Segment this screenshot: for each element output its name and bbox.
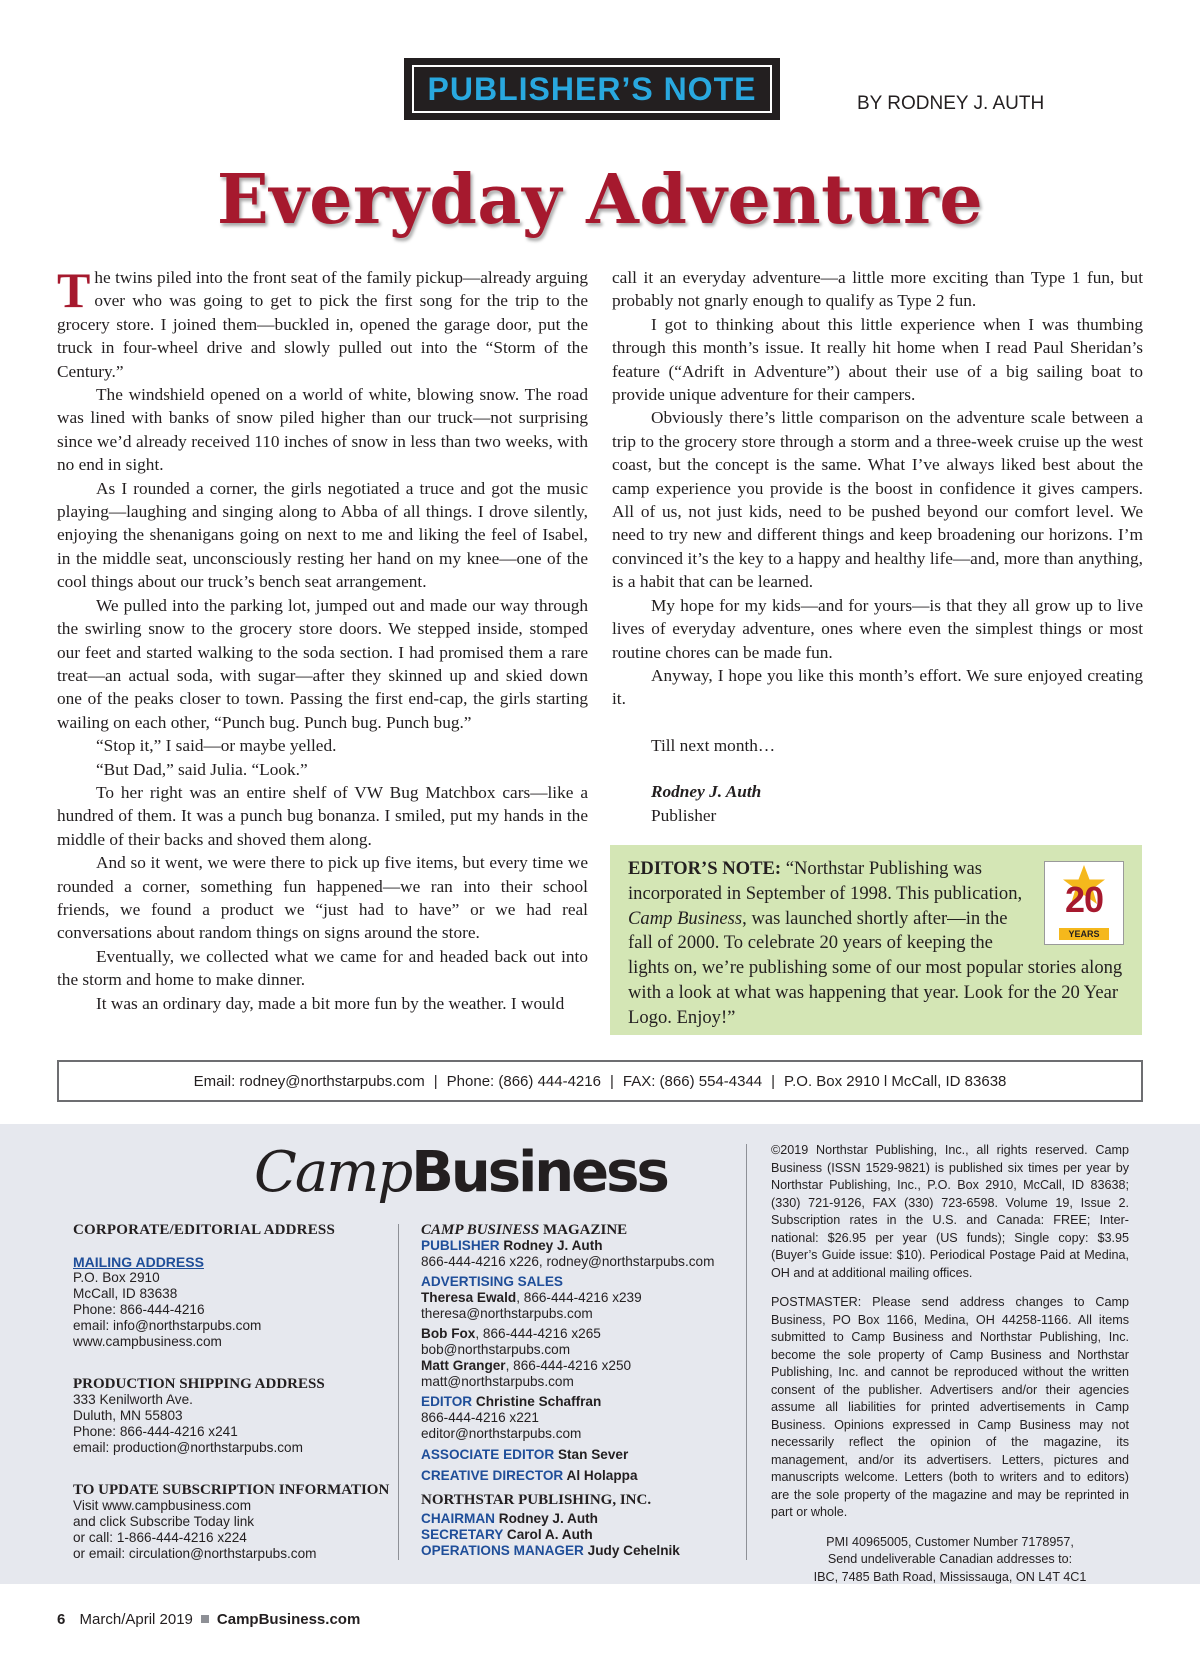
subscription-block: TO UPDATE SUBSCRIPTION INFORMATION Visit www.campbusiness.com and click Subscribe Today link or call: 1-866-444-4216 x224 or email: circulation@northstarpubs.com bbox=[73, 1482, 393, 1562]
production-email[interactable]: email: production@northstarpubs.com bbox=[73, 1440, 303, 1455]
contact-address: P.O. Box 2910 l McCall, ID 83638 bbox=[784, 1072, 1007, 1090]
page-footer bbox=[57, 1611, 360, 1628]
masthead-address-column bbox=[73, 1222, 393, 1582]
badge-number: 20 bbox=[1064, 879, 1104, 920]
article-paragraph: Eventually, we collected what we came for and headed back out into the storm and home to make dinner. bbox=[57, 946, 588, 990]
article-paragraph: My hope for my kids—and for yours—is that they all grow up to live lives of everyday adventure, ones where even the simplest things or most routine chores can be made fun. bbox=[612, 595, 1143, 662]
footer-website[interactable]: CampBusiness.com bbox=[216, 1611, 361, 1628]
issue-date: March/April 2019 bbox=[79, 1611, 193, 1628]
mailing-email[interactable]: email: info@northstarpubs.com bbox=[73, 1318, 262, 1333]
copyright-notice: ©2019 Northstar Publishing, Inc., all rights reserved. Camp Business (ISSN 1529-9821) is published six times per year by Northstar Publishing, Inc., P.O. Box 2910, McCall, ID 83638; (330) 721-9126, FAX (330) 723-6598. Volume 19, Issue 2. Subscription rates in the U.S. and Canada: FREE; Inter-national: $26.95 per year (US funds); Single copy: $3.95 (Buyer’s Guide issue: $10). Periodical Postage Paid at Medina, OH and at additional mailing offices. bbox=[771, 1143, 1129, 1280]
article-paragraph: It was an ordinary day, made a bit more fun by the weather. I would bbox=[96, 993, 565, 1013]
contact-phone: Phone: (866) 444-4216 bbox=[446, 1072, 601, 1090]
article-paragraph: And so it went, we were there to pick up five items, but every time we rounded a corner, something fun happened—we ran into their school friends, we found a product we “just had to have” or we had real conversations about random things on signs around the store. bbox=[57, 853, 588, 943]
editors-note-label: EDITOR’S NOTE: bbox=[628, 858, 782, 879]
pmi-notice: PMI 40965005, Customer Number 7178957, Send undeliverable Canadian addresses to: IBC, 7485 Bath Road, Mississauga, ON L4T 4C1 bbox=[813, 1534, 1087, 1584]
editors-note-box bbox=[610, 845, 1142, 1035]
section-label: PUBLISHER’S NOTE bbox=[427, 70, 757, 107]
article-paragraph: Obviously there’s little comparison on the adventure scale between a trip to the grocery store through a storm and a three-week cruise up the west coast, but the concept is the same. What I’ve always liked best about the camp experience you provide is the boost in confidence it gives campers. All of us, not just kids, need to be pushed beyond our comfort level. We need to try new and different things and keep broadening our horizons. I’m convinced it’s the key to a happy and healthy life—and, more than anything, is a habit that can be learned. bbox=[612, 408, 1143, 592]
article-paragraph: To her right was an entire shelf of VW Bug Matchbox cars—like a hundred of them. It was a punch bug bonanza. I smiled, put my hands in the middle of their backs and shoved them along. bbox=[57, 782, 588, 849]
masthead-divider bbox=[746, 1144, 747, 1560]
section-label-box bbox=[404, 58, 780, 120]
editors-note-text: , was launched shortly after—in the fall of 2000. To celebrate 20 years of keeping the lights on, we’re publishing some of our most popular stories along with a look at what was happening that year. Look for the 20 Year Logo. Enjoy!” bbox=[628, 907, 1123, 1028]
mailing-website[interactable]: www.campbusiness.com bbox=[73, 1334, 222, 1349]
article-paragraph: As I rounded a corner, the girls negotiated a truce and got the music playing—laughing and singing along to Abba of all things. I drove silently, enjoying the shenanigans going on next to me and liking the feel of Isabel, in the middle seat, unconsciously resting her hand on my knee—one of the cool things about our truck’s bench seat arrangement. bbox=[57, 478, 588, 592]
production-address-block: PRODUCTION SHIPPING ADDRESS 333 Kenilworth Ave. Duluth, MN 55803 Phone: 866-444-4216 x241 email: production@northstarpubs.com bbox=[73, 1376, 393, 1456]
mailing-address-label: MAILING ADDRESS bbox=[73, 1254, 204, 1270]
editors-note-italic: Camp Business bbox=[628, 907, 743, 929]
signature-name: Rodney J. Auth bbox=[651, 782, 762, 802]
circulation-email[interactable]: or email: circulation@northstarpubs.com bbox=[73, 1546, 317, 1561]
contact-bar: Email: rodney@northstarpubs.com | Phone: (866) 444-4216 | FAX: (866) 554-4344 | P.O. Box 2910 l McCall, ID 83638 bbox=[57, 1060, 1143, 1102]
article-column-right bbox=[612, 266, 1143, 827]
camp-business-logo: CampBusiness bbox=[254, 1140, 667, 1205]
article-paragraph: I got to thinking about this little experience when I was thumbing through this month’s issue. It really hit home when I read Paul Sheridan’s feature (“Adrift in Adventure”) about their use of a big sailing boat to provide unique adventure for their campers. bbox=[612, 314, 1143, 405]
section-label-frame bbox=[412, 65, 772, 113]
article-paragraph: The twins piled into the front seat of the family pickup—already arguing over who was going to get to pick the first song for the trip to the grocery store. I joined them—buckled in, opened the garage door, put the truck in four-wheel drive and slowly pulled out into the “Storm of the Century.” bbox=[57, 262, 588, 381]
masthead-divider bbox=[398, 1224, 399, 1560]
separator-square bbox=[201, 1615, 209, 1623]
article-paragraph: “But Dad,” said Julia. “Look.” bbox=[96, 759, 308, 779]
masthead-staff-column: CAMP BUSINESS MAGAZINE PUBLISHER Rodney J. Auth 866-444-4216 x226, rodney@northstarpubs.com ADVERTISING SALES Theresa Ewald, 866-444-4216 x239 theresa@northstarpubs.com Bob Fox, 866-444-4216 x265 bob@northstarpubs.com Matt Granger, 866-444-4216 x250 matt@northstarpubs.com EDITOR Christine Schaffran 866-444-4216 x221 editor@northstarpubs.com ASSOCIATE EDITOR Stan Sever CREATIVE DIRECTOR Al Holappa NORTHSTAR PUBLISHING, INC. CHAIRMAN Rodney J. Auth SECRETARY Carol A. Auth OPERATIONS MANAGER Judy Cehelnik bbox=[421, 1222, 741, 1559]
badge-label: YEARS bbox=[1059, 928, 1109, 940]
closing-line: Till next month… bbox=[651, 735, 776, 755]
corporate-heading: CORPORATE/EDITORIAL ADDRESS bbox=[73, 1222, 335, 1238]
article-column-left bbox=[57, 262, 588, 1015]
editors-note-text: “Northstar Publishing was incorporated in September of 1998. This publication, bbox=[628, 858, 1023, 904]
signature-title: Publisher bbox=[651, 805, 717, 825]
article-paragraph: “Stop it,” I said—or maybe yelled. bbox=[96, 736, 337, 756]
article-paragraph: Anyway, I hope you like this month’s effort. We sure enjoyed creating it. bbox=[612, 665, 1143, 709]
article-paragraph: We pulled into the parking lot, jumped out and made our way through the swirling snow to the grocery store doors. We stepped inside, stomped our feet and started walking to the soda section. I had promised them a rare treat—an actual soda, with sugar—after they skinned up and skied down one of the peaks closer to town. Passing the first end-cap, the girls starting wailing on each other, “Punch bug. Punch bug. Punch bug.” bbox=[57, 595, 588, 732]
drop-cap: T bbox=[57, 262, 91, 318]
byline: BY RODNEY J. AUTH bbox=[857, 93, 1045, 114]
article-paragraph: call it an everyday adventure—a little more exciting than Type 1 fun, but probably not gnarly enough to qualify as Type 2 fun. bbox=[612, 268, 1143, 311]
postmaster-notice: POSTMASTER: Please send address changes to Camp Business, PO Box 1166, Medina, OH 44258-1166. All items submitted to Camp Business and Northstar Publishing, Inc. become the sole property of Camp Business and Northstar Publishing, Inc. and cannot be reproduced without the written consent of the publisher. Advertisers and/or their agencies assume all liabilities for printed advertisements in Camp Business. Opinions expressed in Camp Business may not necessarily reflect the opinion of the magazine, its management, and/or its advertisers. Letters, pictures and manuscripts welcome. Letters (both to writers and to editors) are the sole property of the magazine and may be reprinted in part or whole. bbox=[771, 1295, 1129, 1519]
contact-email[interactable]: Email: rodney@northstarpubs.com bbox=[193, 1072, 425, 1090]
mailing-address-block: MAILING ADDRESS P.O. Box 2910 McCall, ID 83638 Phone: 866-444-4216 email: info@northstarpubs.com www.campbusiness.com bbox=[73, 1254, 393, 1350]
headline: Everyday Adventure bbox=[216, 160, 984, 240]
twenty-years-badge bbox=[1044, 861, 1124, 945]
masthead-legal-column bbox=[771, 1142, 1129, 1586]
masthead bbox=[0, 1124, 1200, 1584]
contact-fax: FAX: (866) 554-4344 bbox=[622, 1072, 763, 1090]
page-number: 6 bbox=[57, 1611, 66, 1628]
magazine-heading: CAMP BUSINESS MAGAZINE bbox=[421, 1222, 628, 1238]
article-paragraph: The windshield opened on a world of white, blowing snow. The road was lined with banks of snow piled higher than our truck—not surprising since we’d already received 110 inches of snow in less than two weeks, with no end in sight. bbox=[57, 385, 588, 475]
